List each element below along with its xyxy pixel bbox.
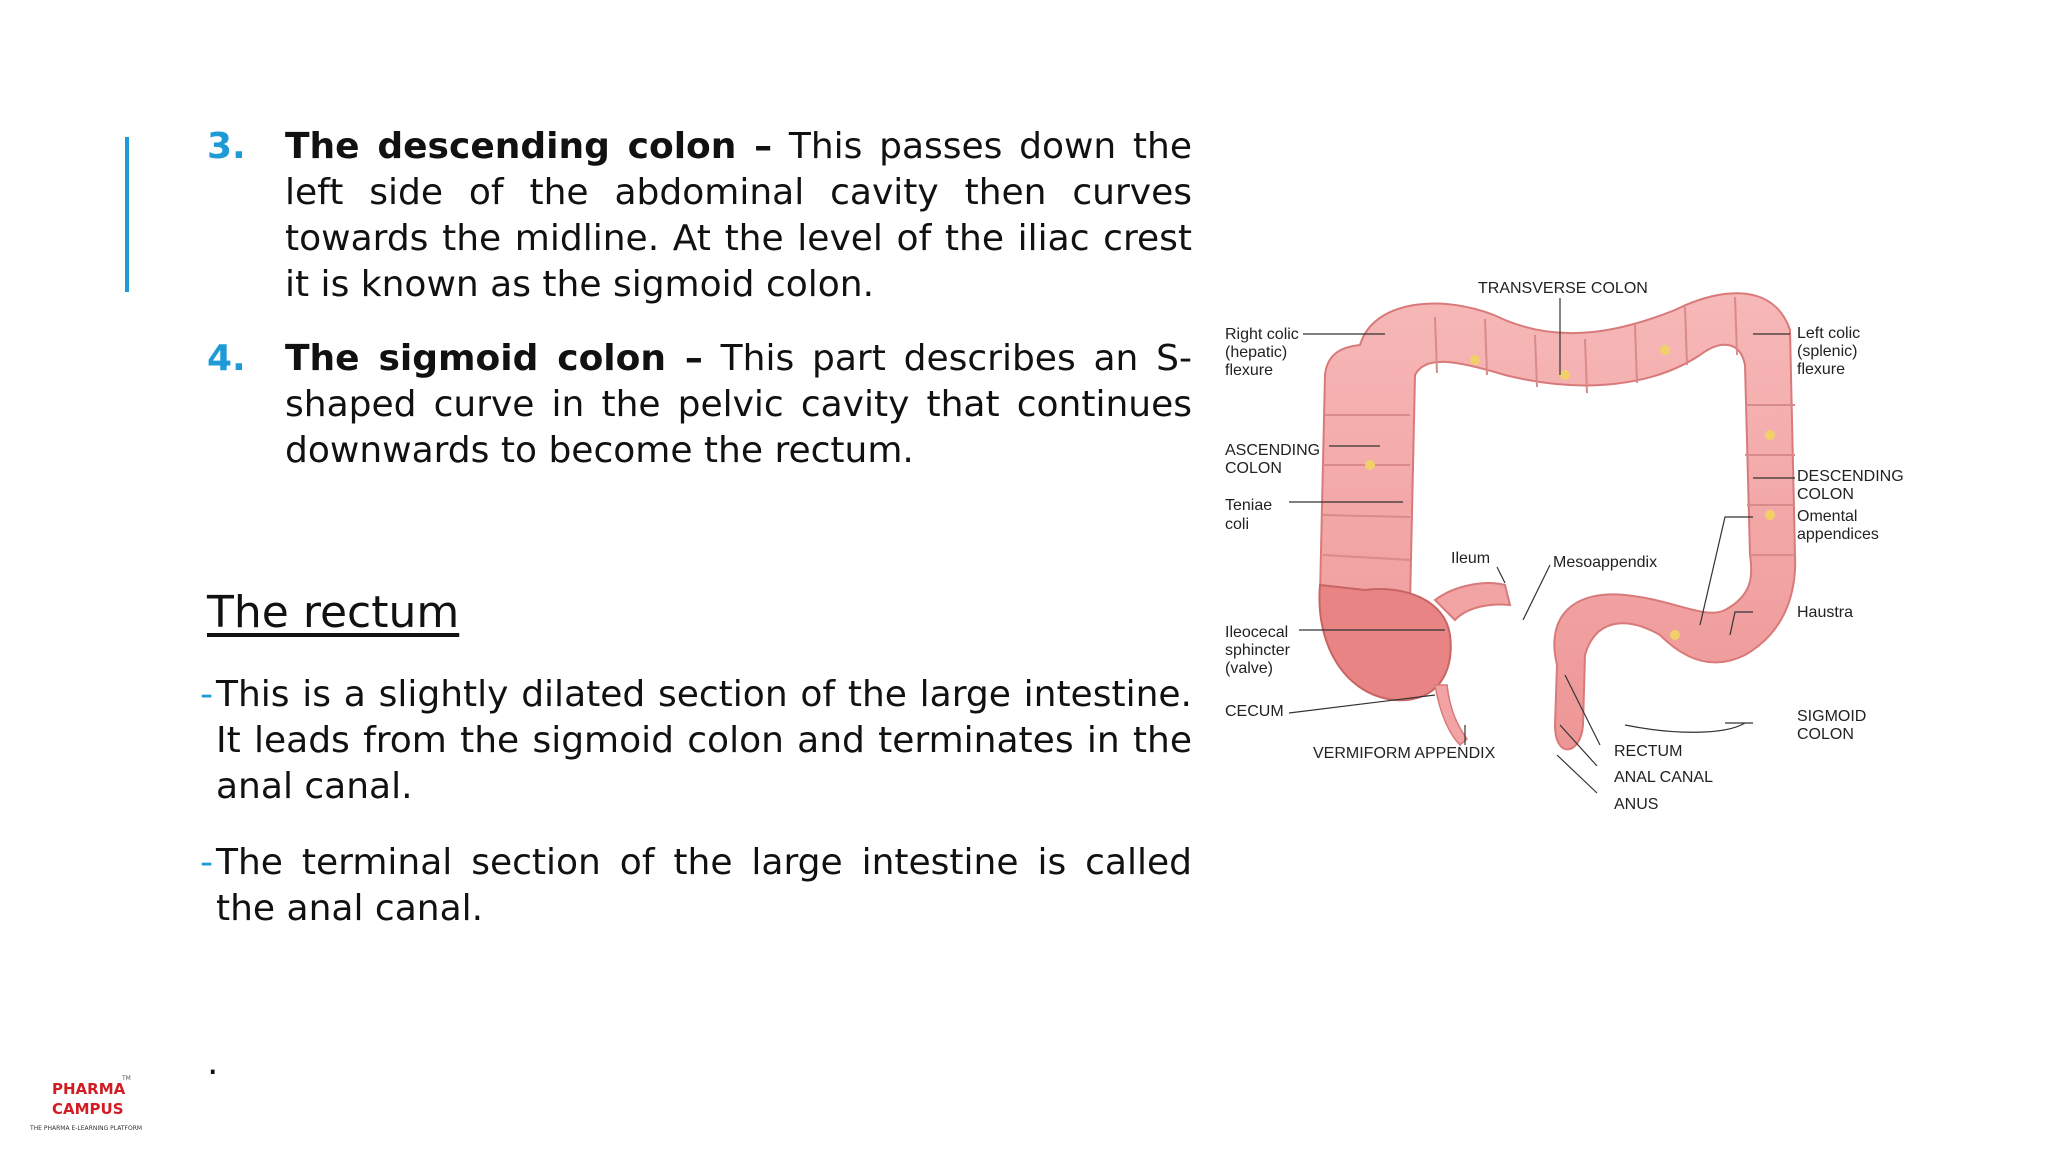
label-ascending-colon: ASCENDING [1225, 442, 1321, 459]
label-descending-colon: DESCENDING [1797, 468, 1904, 485]
bullet-list [200, 672, 1192, 962]
logo-tagline: THE PHARMA E-LEARNING PLATFORM [30, 1125, 143, 1132]
label-ascending-colon: COLON [1225, 460, 1282, 477]
list-item-descending-colon [207, 124, 1192, 308]
label-right-colic: (hepatic) [1225, 344, 1288, 361]
item-term: The sigmoid colon – [285, 338, 703, 379]
logo-trademark: TM [122, 1075, 131, 1082]
label-anal-canal: ANAL CANAL [1614, 769, 1713, 786]
label-rectum: RECTUM [1614, 743, 1683, 760]
label-ileocecal-sphincter: (valve) [1225, 660, 1274, 677]
label-sigmoid-colon: COLON [1797, 726, 1854, 743]
bullet-item [200, 672, 1192, 810]
logo-text-pharma: PHARMA [52, 1080, 126, 1098]
item-number: 3. [207, 126, 246, 167]
item-text: This passes down the left side of the abdominal cavity then curves towards the midline. At the level of the iliac crest it is known as the sigmoid colon. [285, 126, 1192, 305]
label-teniae-coli: Teniae [1225, 497, 1273, 514]
label-ileocecal-sphincter: sphincter [1225, 642, 1290, 659]
pharma-campus-logo [30, 1075, 150, 1137]
label-descending-colon: COLON [1797, 486, 1854, 503]
label-omental-appendices: Omental [1797, 508, 1858, 525]
label-sigmoid-colon: SIGMOID [1797, 708, 1867, 725]
large-intestine-diagram [1205, 255, 1920, 835]
bullet-item [200, 840, 1192, 932]
label-ileocecal-sphincter: Ileocecal [1225, 624, 1289, 641]
bullet-text: The terminal section of the large intestine is called the anal canal. [216, 842, 1192, 929]
logo-text-campus: CAMPUS [52, 1100, 124, 1118]
label-right-colic: Right colic [1225, 326, 1299, 343]
numbered-list [207, 124, 1192, 502]
colon-illustration [1205, 255, 1920, 835]
trailing-dot: . [207, 1042, 219, 1083]
label-mesoappendix: Mesoappendix [1553, 554, 1658, 571]
label-teniae-coli: coli [1225, 516, 1250, 533]
label-left-colic: (splenic) [1797, 343, 1858, 360]
list-item-sigmoid-colon [207, 336, 1192, 474]
label-transverse-colon: TRANSVERSE COLON [1478, 280, 1648, 297]
bullet-marker: - [200, 842, 213, 883]
section-title: The rectum [207, 587, 460, 638]
label-right-colic: flexure [1225, 362, 1274, 379]
label-haustra: Haustra [1797, 604, 1854, 621]
label-left-colic: Left colic [1797, 325, 1861, 342]
label-ileum: Ileum [1451, 550, 1491, 567]
bullet-text: This is a slightly dilated section of the large intestine. It leads from the sigmoid colon and terminates in the anal canal. [216, 674, 1192, 807]
label-omental-appendices: appendices [1797, 526, 1879, 543]
item-number: 4. [207, 338, 246, 379]
label-left-colic: flexure [1797, 361, 1846, 378]
item-term: The descending colon – [285, 126, 773, 167]
bullet-marker: - [200, 674, 213, 715]
label-vermiform-appendix: VERMIFORM APPENDIX [1313, 745, 1496, 762]
label-cecum: CECUM [1225, 703, 1284, 720]
item-text: This part describes an S-shaped curve in the pelvic cavity that continues downwards to become the rectum. [285, 338, 1192, 471]
label-anus: ANUS [1614, 796, 1659, 813]
accent-bar [125, 137, 129, 292]
